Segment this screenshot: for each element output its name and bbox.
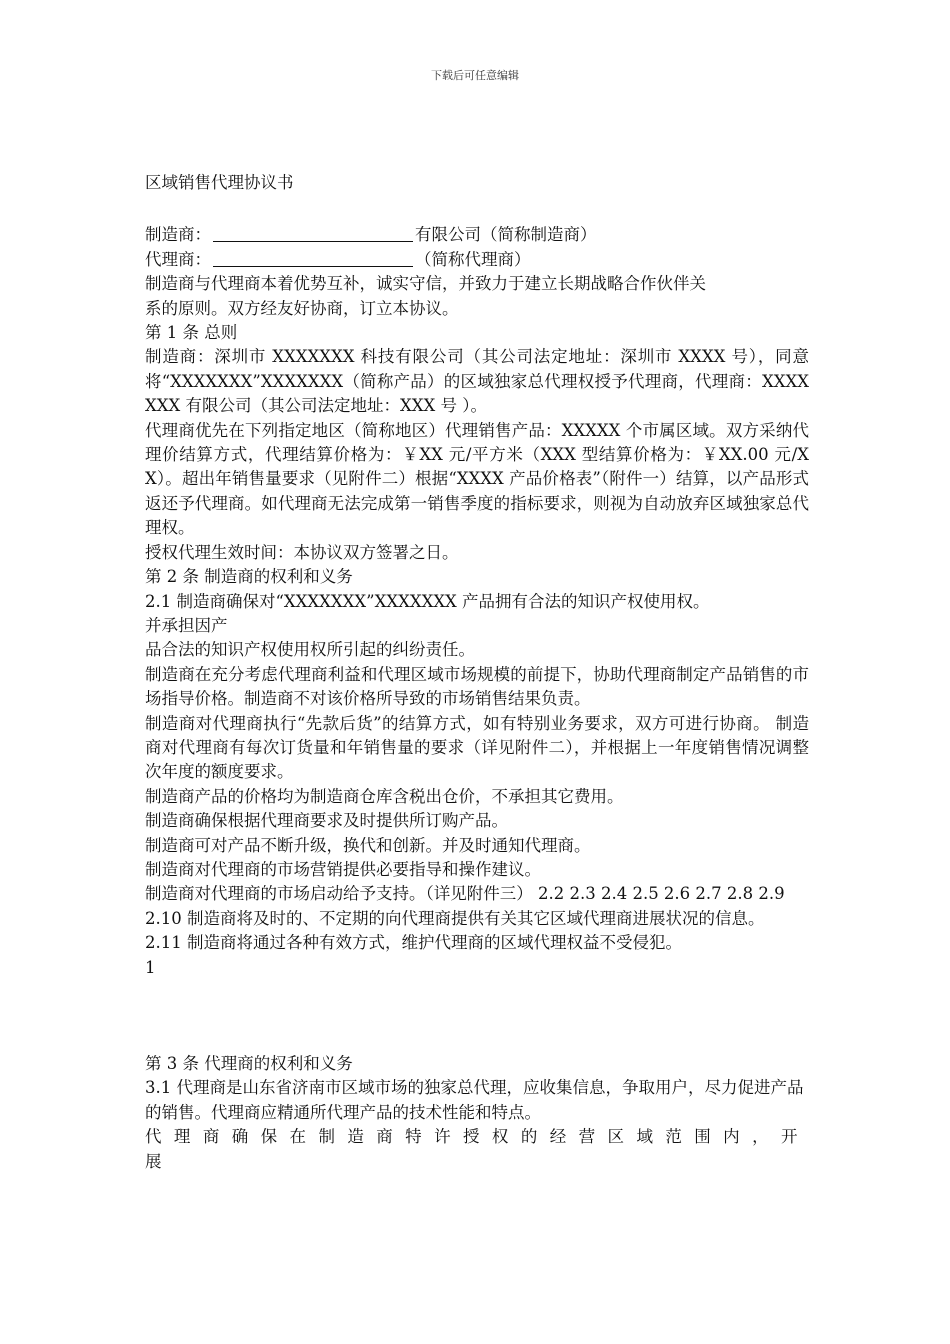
article-2-paragraph-4: 制造商产品的价格均为制造商仓库含税出仓价，不承担其它费用。 — [145, 786, 624, 806]
article-3-1-line-a: 3.1 代理商是山东省济南市区域市场的独家总代理，应收集信息，争取用户，尽力促进产品 — [145, 1078, 804, 1098]
agent-suffix: （简称代理商） — [415, 249, 531, 269]
document-title: 区域销售代理协议书 — [145, 173, 294, 192]
article-3-1-line-b: 的销售。代理商应精通所代理产品的技术性能和特点。 — [145, 1102, 541, 1122]
article-2-1-line-b: 并承担因产 — [145, 615, 228, 635]
intro-line-1: 制造商与代理商本着优势互补，诚实守信，并致力于建立长期战略合作伙伴关 — [145, 274, 706, 294]
article-2-paragraph-2: 制造商在充分考虑代理商利益和代理区域市场规模的前提下，协助代理商制定产品销售的市场指导价格。制造商不对该价格所导致的市场销售结果负责。 — [145, 664, 809, 709]
article-2-paragraph-6: 制造商可对产品不断升级，换代和创新。并及时通知代理商。 — [145, 835, 591, 855]
manufacturer-label: 制造商： — [145, 225, 211, 245]
intro-line-2: 系的原则。双方经友好协商，订立本协议。 — [145, 298, 459, 318]
article-1-paragraph-3: 授权代理生效时间：本协议双方签署之日。 — [145, 542, 459, 562]
article-2-paragraph-3: 制造商对代理商执行“先款后货”的结算方式，如有特别业务要求，双方可进行协商。 制造商对代理商有每次订货量和年销售量的要求（详见附件二），并根据上一年度销售情况调整次年度的额度要求。 — [145, 713, 809, 782]
article-1-paragraph-2: 代理商优先在下列指定地区（简称地区）代理销售产品：XXXXX 个市属区域。双方采纳代理价结算方式，代理结算价格为：￥XX 元/平方米（XXX 型结算价格为：￥XX.00 元/XX）。超出年销售量要求（见附件二）根据“XXXX 产品价格表”（附件一）结算，以产品形式返还予代理商。如代理商无法完成第一销售季度的指标要求，则视为自动放弃区域独家总代理权。 — [145, 420, 809, 538]
article-2-paragraph-8: 制造商对代理商的市场启动给予支持。（详见附件三） 2.2 2.3 2.4 2.5 2.6 2.7 2.8 2.9 — [145, 884, 785, 904]
agent-line — [145, 248, 809, 272]
agent-label: 代理商： — [145, 249, 211, 269]
article-1-heading: 第 1 条 总则 — [145, 323, 238, 343]
agent-blank — [213, 250, 413, 267]
article-2-1-line-c: 品合法的知识产权使用权所引起的纠纷责任。 — [145, 640, 475, 660]
article-2-heading: 第 2 条 制造商的权利和义务 — [145, 567, 353, 587]
manufacturer-suffix: 有限公司（简称制造商） — [415, 225, 597, 245]
manufacturer-line — [145, 223, 809, 247]
article-2-paragraph-7: 制造商对代理商的市场营销提供必要指导和操作建议。 — [145, 859, 541, 879]
article-2-1-line-a: 2.1 制造商确保对“XXXXXXX”XXXXXXX 产品拥有合法的知识产权使用权。 — [145, 591, 710, 611]
article-1-paragraph-1: 制造商：深圳市 XXXXXXX 科技有限公司（其公司法定地址：深圳市 XXXX 号），同意将“XXXXXXX”XXXXXXX（简称产品）的区域独家总代理权授予代理商，代理商：XXXXXXX 有限公司（其公司法定地址：XXX 号 ）。 — [145, 347, 809, 416]
header-note: 下载后可任意编辑 — [431, 69, 519, 82]
page-number: 1 — [145, 957, 156, 977]
article-2-paragraph-5: 制造商确保根据代理商要求及时提供所订购产品。 — [145, 811, 508, 831]
article-3-paragraph-2: 代理商确保在制造商特许授权的经营区域范围内，开展 — [145, 1127, 809, 1171]
article-3-heading: 第 3 条 代理商的权利和义务 — [145, 1054, 353, 1073]
article-2-10: 2.10 制造商将及时的、不定期的向代理商提供有关其它区域代理商进展状况的信息。 — [145, 908, 765, 928]
document-body — [145, 171, 809, 1174]
manufacturer-blank — [213, 225, 413, 242]
article-2-11: 2.11 制造商将通过各种有效方式，维护代理商的区域代理权益不受侵犯。 — [145, 933, 682, 953]
